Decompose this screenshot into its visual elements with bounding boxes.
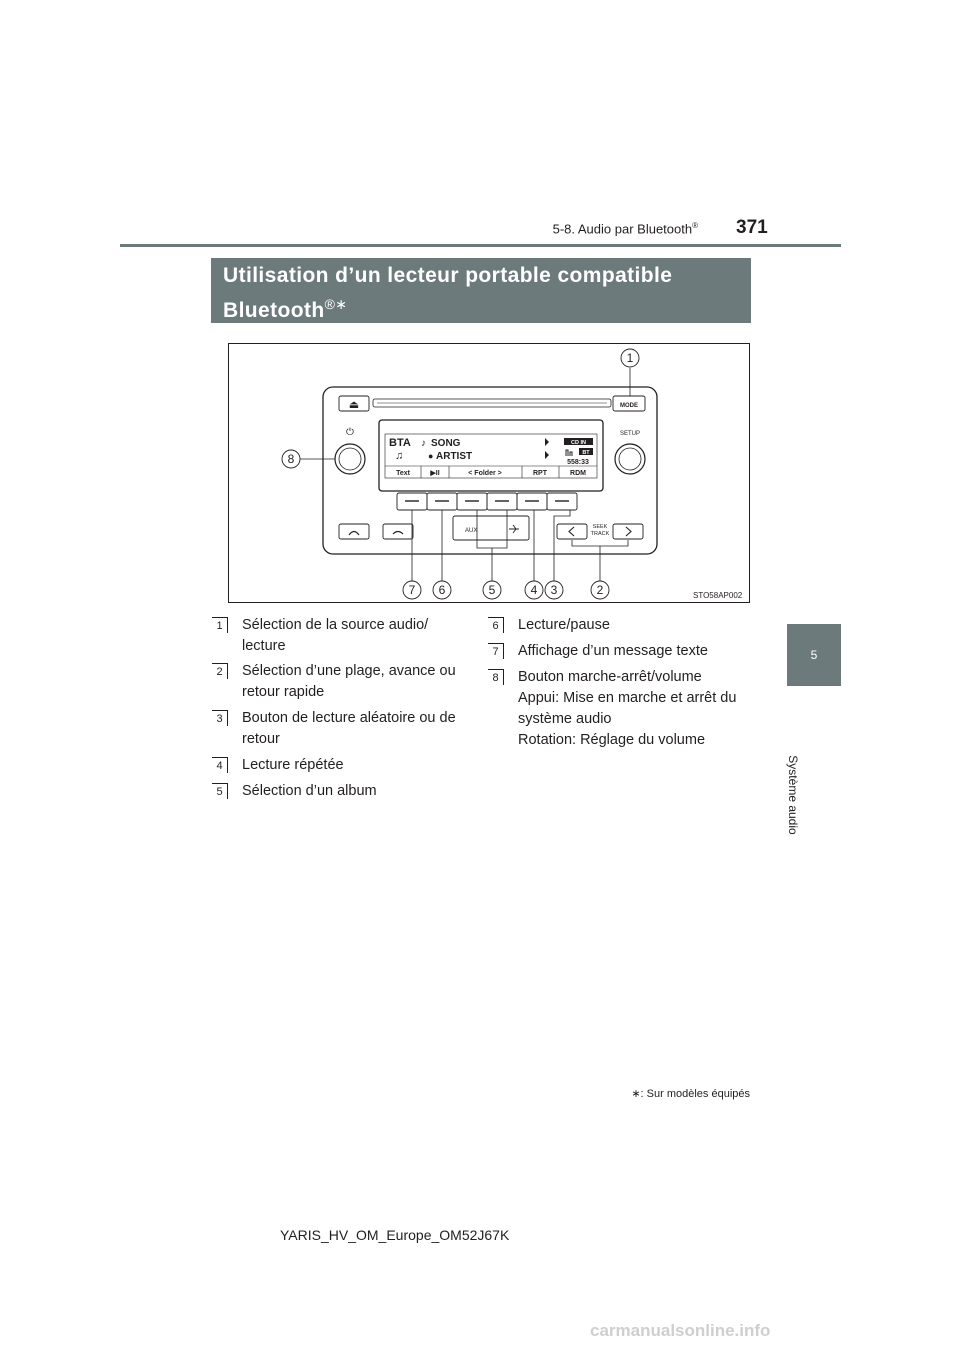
eject-icon: ⏏	[348, 399, 360, 411]
seek-label: SEEK	[592, 524, 608, 530]
callout-2-label: 2	[596, 583, 604, 597]
chapter-tab-title: Système audio	[786, 755, 800, 835]
item-text: retour	[242, 731, 280, 747]
item-text: Appui: Mise en marche et arrêt du	[518, 690, 737, 706]
soft-key-text: Text	[396, 470, 410, 477]
callout-3-label: 3	[550, 583, 558, 597]
artist-arrow-icon	[545, 451, 549, 459]
aux-label: AUX	[465, 528, 478, 534]
item-text: Affichage d’un message texte	[518, 643, 708, 659]
soft-key-play-pause: ▶II	[430, 470, 440, 477]
music-notes-icon: ♫	[395, 450, 404, 462]
item-number: 8	[488, 669, 504, 685]
preset-buttons	[397, 493, 577, 510]
phone-pickup-icon	[349, 532, 359, 536]
item-number: 5	[212, 783, 228, 799]
seek-back-button	[557, 524, 587, 539]
chevron-right-icon	[626, 527, 631, 536]
footnote-mark: ∗	[631, 1088, 641, 1100]
watermark: carmanualsonline.info	[590, 1321, 771, 1340]
setup-label: SETUP	[619, 431, 641, 437]
callout-1-label: 1	[626, 351, 634, 365]
footnote	[500, 1087, 750, 1100]
seek-forward-button	[613, 524, 643, 539]
cd-in-badge-label: CD IN	[571, 440, 586, 446]
chevron-left-icon	[569, 527, 574, 536]
item-text: Rotation: Réglage du volume	[518, 732, 706, 748]
bt-badge-label: BT	[582, 450, 590, 456]
item-text: Lecture répétée	[242, 757, 344, 773]
display-time: 558:33	[567, 459, 589, 466]
banner-mark: ®∗	[324, 296, 348, 312]
item-text: Sélection de la source audio/	[242, 617, 429, 633]
item-text: Lecture/pause	[518, 617, 610, 633]
callout-8-label: 8	[287, 452, 295, 466]
callout-5-label: 5	[488, 583, 496, 597]
usb-icon	[509, 525, 519, 533]
setup-knob-inner	[619, 448, 641, 470]
document-footer: YARIS_HV_OM_Europe_OM52J67K	[280, 1227, 510, 1243]
topic-banner	[211, 258, 751, 323]
footnote-text: : Sur modèles équipés	[640, 1088, 750, 1100]
list-item	[212, 615, 462, 657]
mode-label: MODE	[620, 403, 638, 409]
item-number: 4	[212, 757, 228, 773]
item-text: système audio	[518, 711, 612, 727]
item-text: Bouton marche-arrêt/volume	[518, 669, 702, 685]
callout-7-label: 7	[408, 583, 416, 597]
track-label: TRACK	[590, 531, 610, 537]
item-text: Bouton de lecture aléatoire ou de	[242, 710, 456, 726]
audio-panel-figure	[228, 343, 750, 603]
item-text: retour rapide	[242, 684, 325, 700]
item-number: 1	[212, 617, 228, 633]
power-icon: ⏻	[346, 427, 354, 438]
chapter-tab-number: 5	[787, 624, 841, 686]
person-icon: ●	[428, 451, 434, 461]
signal-icon	[566, 450, 572, 456]
display-song: SONG	[431, 438, 461, 449]
list-item	[212, 661, 462, 703]
callout-4-label: 4	[530, 583, 538, 597]
phone-hangup-icon	[393, 532, 403, 535]
list-item	[212, 781, 462, 802]
item-number: 2	[212, 663, 228, 679]
song-arrow-icon	[545, 438, 549, 446]
item-text: Sélection d’un album	[242, 783, 377, 799]
list-item	[488, 667, 738, 751]
item-number: 3	[212, 710, 228, 726]
item-text: lecture	[242, 638, 286, 654]
audio-panel-illustration	[229, 344, 749, 602]
soft-key-rpt: RPT	[533, 470, 547, 477]
header-rule	[120, 244, 841, 247]
callout-6-label: 6	[438, 583, 446, 597]
item-number: 6	[488, 617, 504, 633]
setup-knob	[615, 444, 645, 474]
soft-key-rdm: RDM	[570, 470, 586, 477]
list-item	[488, 615, 738, 636]
section-heading: 5-8. Audio par Bluetooth®	[552, 221, 698, 237]
power-volume-knob-inner	[339, 448, 361, 470]
music-note-icon: ♪	[421, 438, 426, 449]
display-source: BTA	[389, 437, 411, 449]
banner-title-line2: Bluetooth	[223, 299, 325, 322]
list-item	[212, 708, 462, 750]
list-item	[488, 641, 738, 662]
display-bezel	[379, 420, 603, 491]
soft-key-folder: < Folder >	[468, 470, 502, 477]
figure-code: STO58AP002	[693, 591, 743, 600]
page-number: 371	[736, 217, 768, 238]
list-item	[212, 755, 462, 776]
power-volume-knob	[335, 444, 365, 474]
display-artist: ARTIST	[436, 451, 473, 462]
item-text: Sélection d’une plage, avance ou	[242, 663, 456, 679]
item-number: 7	[488, 643, 504, 659]
banner-title-line1: Utilisation d’un lecteur portable compatible	[223, 264, 673, 287]
